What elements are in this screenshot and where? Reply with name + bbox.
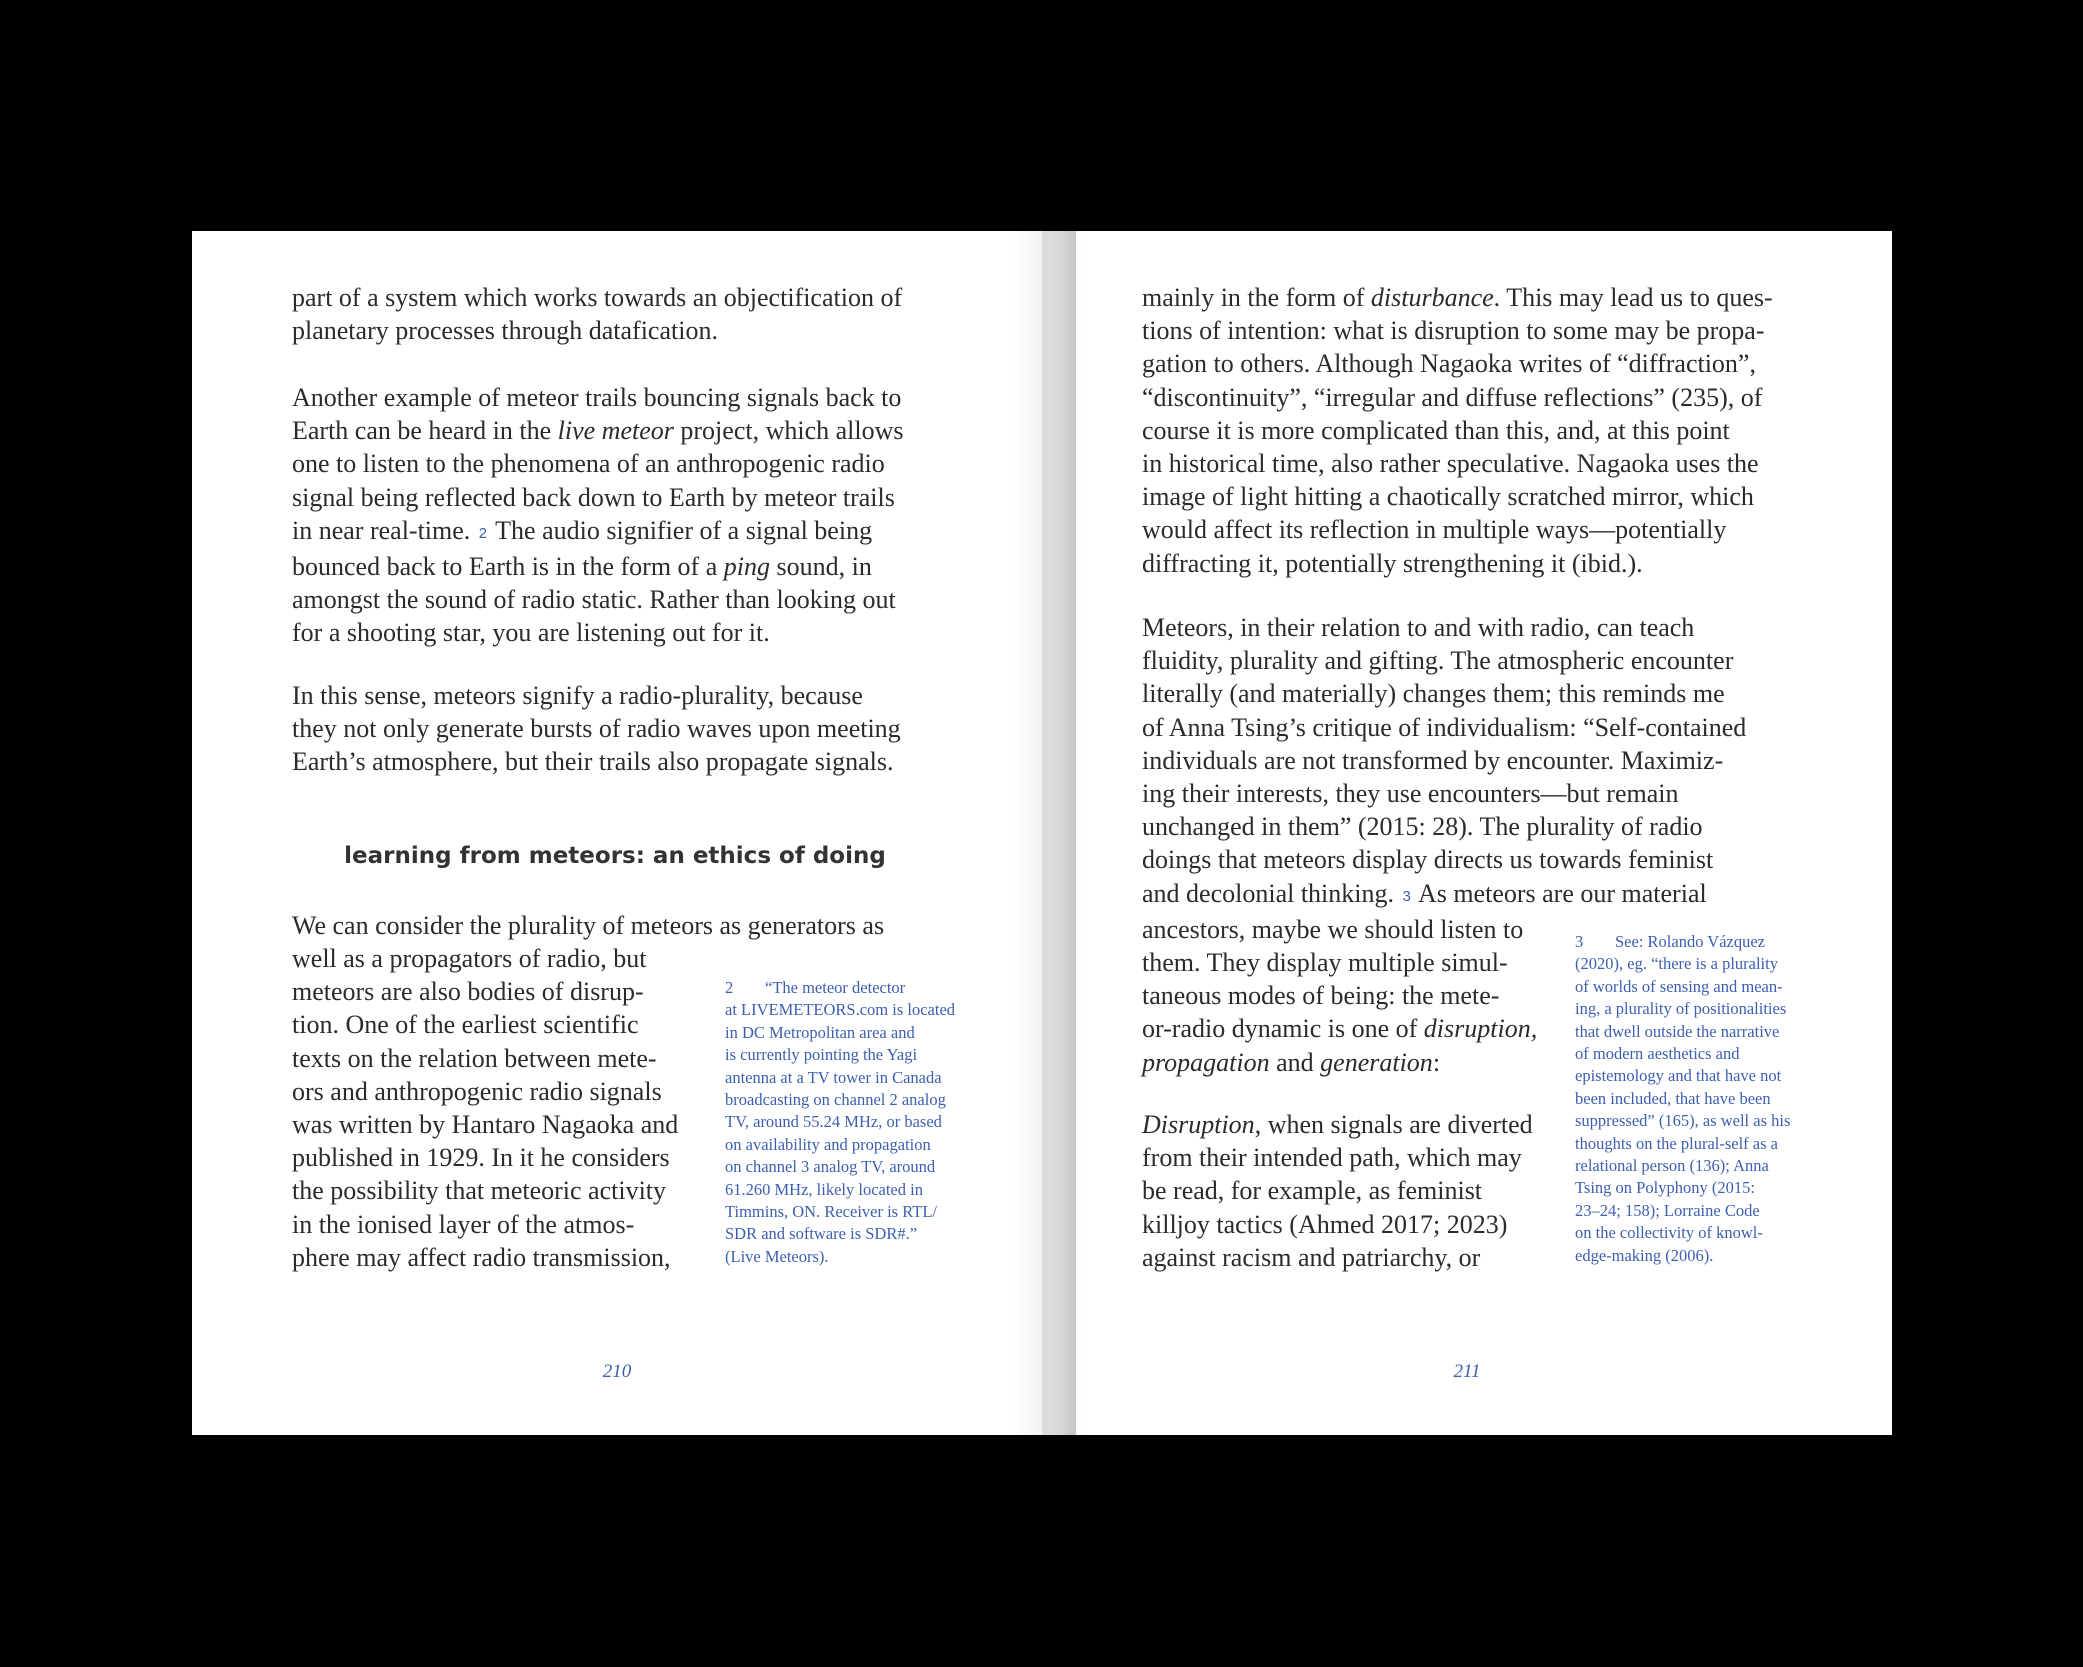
left-page — [192, 231, 1042, 1435]
right-page — [1042, 231, 1892, 1435]
italic-text: disruption, propagation — [1142, 1014, 1538, 1077]
footnote-reference-2[interactable]: 2 — [478, 524, 488, 542]
footnote-3 — [1575, 931, 1790, 1267]
page-number: 210 — [602, 1361, 632, 1382]
left-paragraph-4-line-1: We can consider the plurality of meteors as generators as — [292, 911, 885, 940]
text-run: . This may lead us to ques- tions of intention: what is disruption to some may be propa- gation to others. Although Nagaoka writes of “diffraction”, “discontinuity”, “irregular and diffuse reflections” (235), of course it is more complicated than this, and, at this point in historical time, also rather speculative. Nagaoka uses the image of light hitting a chaotically scratched mirror, which would affect its reflection in multiple ways—potentially diffracting it, potentially strengthening it (ibid.). — [1142, 283, 1773, 578]
italic-text: generation — [1320, 1047, 1433, 1077]
left-paragraph-1: part of a system which works towards an objectification of planetary processes through datafication. — [292, 283, 903, 346]
right-paragraph-3 — [1142, 1108, 1533, 1274]
text-run: sound, in amongst the sound of radio static. Rather than looking out for a shooting star, you are listening out for it. — [292, 552, 896, 648]
text-run: and — [1269, 1047, 1321, 1077]
footnote-number: 2 — [725, 978, 734, 997]
italic-text: Disruption — [1142, 1110, 1255, 1139]
book-spread — [192, 231, 1892, 1435]
section-heading: learning from meteors: an ethics of doing — [344, 843, 886, 869]
left-paragraph-4: well as a propagators of radio, but meteors are also bodies of disrup- tion. One of the earliest scientific texts on the relation between mete- ors and anthropogenic radio signals was written by Hantaro Nagaoka and published in 1929. In it he considers the possibility that meteoric activity in the ionised layer of the atmos- phere may affect radio transmission, — [292, 944, 679, 1272]
footnote-2 — [725, 977, 955, 1268]
left-paragraph-3: In this sense, meteors signify a radio-plurality, because they not only generate bursts of radio waves upon meeting Earth’s atmosphere, but their trails also propagate signals. — [292, 681, 901, 777]
footnote-text: “The meteor detector at LIVEMETEORS.com is located in DC Metropolitan area and is currently pointing the Yagi antenna at a TV tower in Canada broadcasting on channel 2 analog TV, around 55.24 MHz, or based on availability and propagation on channel 3 analog TV, around 61.260 MHz, likely located in Timmins, ON. Receiver is RTL/ SDR and software is SDR#.” (Live Meteors). — [725, 978, 956, 1266]
italic-text: ping — [723, 552, 770, 582]
text-run: Meteors, in their relation to and with radio, can teach fluidity, plurality and gifting. The atmospheric encounter literally (and materially) changes them; this reminds me of Anna Tsing’s critique of individualism: “Self-contained individuals are not transformed by encounter. Maximiz- ing their interests, they use encounters—but remain unchanged in them” (2015: 28). The plurality of radio doings that meteors display directs us towards feminist and decolonial thinking. — [1142, 613, 1747, 908]
footnote-reference-3[interactable]: 3 — [1402, 887, 1411, 905]
text-run: : — [1432, 1047, 1441, 1077]
text-run: As meteors are our material — [1417, 878, 1707, 908]
left-paragraph-2 — [292, 381, 904, 650]
footnote-number: 3 — [1575, 932, 1584, 951]
text-run: Another example of meteor trails bouncing signals back to Earth can be heard in the — [292, 383, 902, 446]
footnote-text: (2020), eg. “there is a plurality of worlds of sensing and mean- ing, a plurality of positionalities that dwell outside the narrative of modern aesthetics and epistemology and that have not been included, that have been suppressed” (165), as well as his thoughts on the plural-self as a relational person (136); Anna Tsing on Polyphony (2015: 23–24; 158); Lorraine Code on the collectivity of knowl- edge-making (2006). — [1575, 954, 1791, 1265]
text-run: project, which allows one to listen to the phenomena of an anthropogenic radio signal being reflected back down to Earth by meteor trails in near real-time. — [292, 416, 904, 545]
text-run: ancestors, maybe we should listen to them. They display multiple simul- taneous modes of being: the mete- or-radio dynamic is one of — [1142, 914, 1524, 1044]
text-run: The audio signifier of a signal being bounced back to Earth is in the form of a — [292, 515, 873, 582]
text-run: , when signals are diverted from their intended path, which may be read, for example, as feminist killjoy tactics (Ahmed 2017; 2023) against racism and patriarchy, or — [1142, 1110, 1533, 1272]
page-number: 211 — [1453, 1361, 1481, 1382]
footnote-text: See: Rolando Vázquez — [1615, 932, 1765, 951]
italic-text: live meteor — [557, 416, 674, 446]
text-run: mainly in the form of — [1142, 283, 1371, 312]
right-paragraph-1 — [1142, 281, 1773, 580]
italic-text: disturbance — [1370, 283, 1494, 312]
